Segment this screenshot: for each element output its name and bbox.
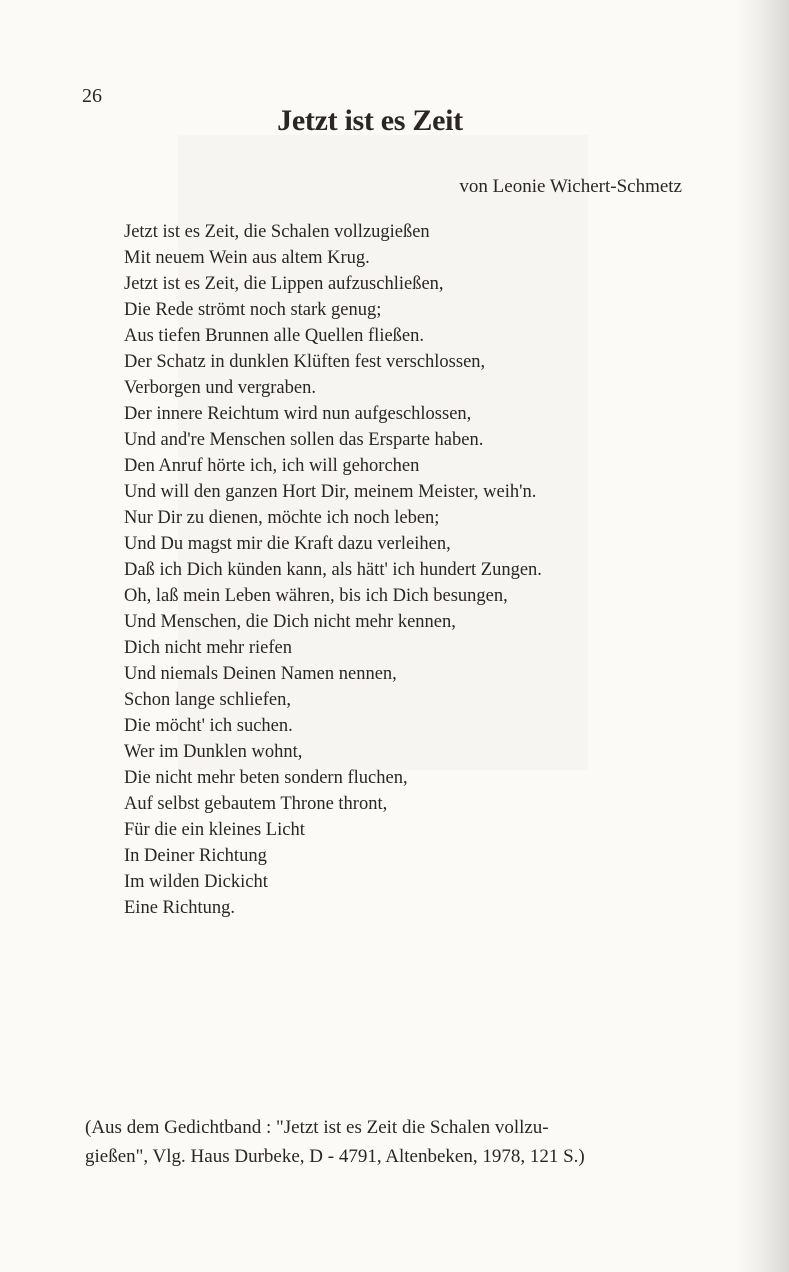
poem-title: Jetzt ist es Zeit xyxy=(277,104,463,137)
poem-line: Die Rede strömt noch stark genug; xyxy=(124,300,382,320)
source-citation-line: gießen", Vlg. Haus Durbeke, D - 4791, Altenbeken, 1978, 121 S.) xyxy=(85,1146,585,1167)
poem-body xyxy=(124,219,542,921)
poem-line: Und and're Menschen sollen das Ersparte haben. xyxy=(124,430,484,450)
poem-line: Jetzt ist es Zeit, die Lippen aufzuschließen, xyxy=(124,274,444,294)
poem-line: Und Menschen, die Dich nicht mehr kennen, xyxy=(124,612,456,632)
poem-line: Jetzt ist es Zeit, die Schalen vollzugießen xyxy=(124,222,430,242)
source-citation-line: (Aus dem Gedichtband : "Jetzt ist es Zeit die Schalen vollzu- xyxy=(85,1117,549,1138)
poem-line: Und niemals Deinen Namen nennen, xyxy=(124,664,397,684)
poem-line: Daß ich Dich künden kann, als hätt' ich hundert Zungen. xyxy=(124,560,542,580)
poem-line: Mit neuem Wein aus altem Krug. xyxy=(124,248,370,268)
poem-line: Aus tiefen Brunnen alle Quellen fließen. xyxy=(124,326,425,346)
poem-line: Im wilden Dickicht xyxy=(124,872,268,892)
poem-line: In Deiner Richtung xyxy=(124,846,267,866)
poem-line: Auf selbst gebautem Throne thront, xyxy=(124,794,388,814)
poem-line: Den Anruf hörte ich, ich will gehorchen xyxy=(124,456,420,476)
poem-line: Die nicht mehr beten sondern fluchen, xyxy=(124,768,408,788)
poem-line: Und will den ganzen Hort Dir, meinem Meister, weih'n. xyxy=(124,482,537,502)
poem-line: Und Du magst mir die Kraft dazu verleihen, xyxy=(124,534,451,554)
poem-line: Die möcht' ich suchen. xyxy=(124,716,293,736)
poem-line: Wer im Dunklen wohnt, xyxy=(124,742,303,762)
page-number: 26 xyxy=(82,85,102,107)
poem-line: Der Schatz in dunklen Klüften fest verschlossen, xyxy=(124,352,486,372)
poem-line: Der innere Reichtum wird nun aufgeschlossen, xyxy=(124,404,472,424)
poem-line: Schon lange schliefen, xyxy=(124,690,291,710)
poem-line: Nur Dir zu dienen, möchte ich noch leben; xyxy=(124,508,440,528)
poem-line: Verborgen und vergraben. xyxy=(124,378,316,398)
source-citation xyxy=(85,1113,710,1171)
poem-line: Eine Richtung. xyxy=(124,898,235,918)
poem-author: von Leonie Wichert-Schmetz xyxy=(459,176,682,197)
poem-line: Dich nicht mehr riefen xyxy=(124,638,292,658)
poem-line: Oh, laß mein Leben währen, bis ich Dich besungen, xyxy=(124,586,508,606)
poem-line: Für die ein kleines Licht xyxy=(124,820,305,840)
